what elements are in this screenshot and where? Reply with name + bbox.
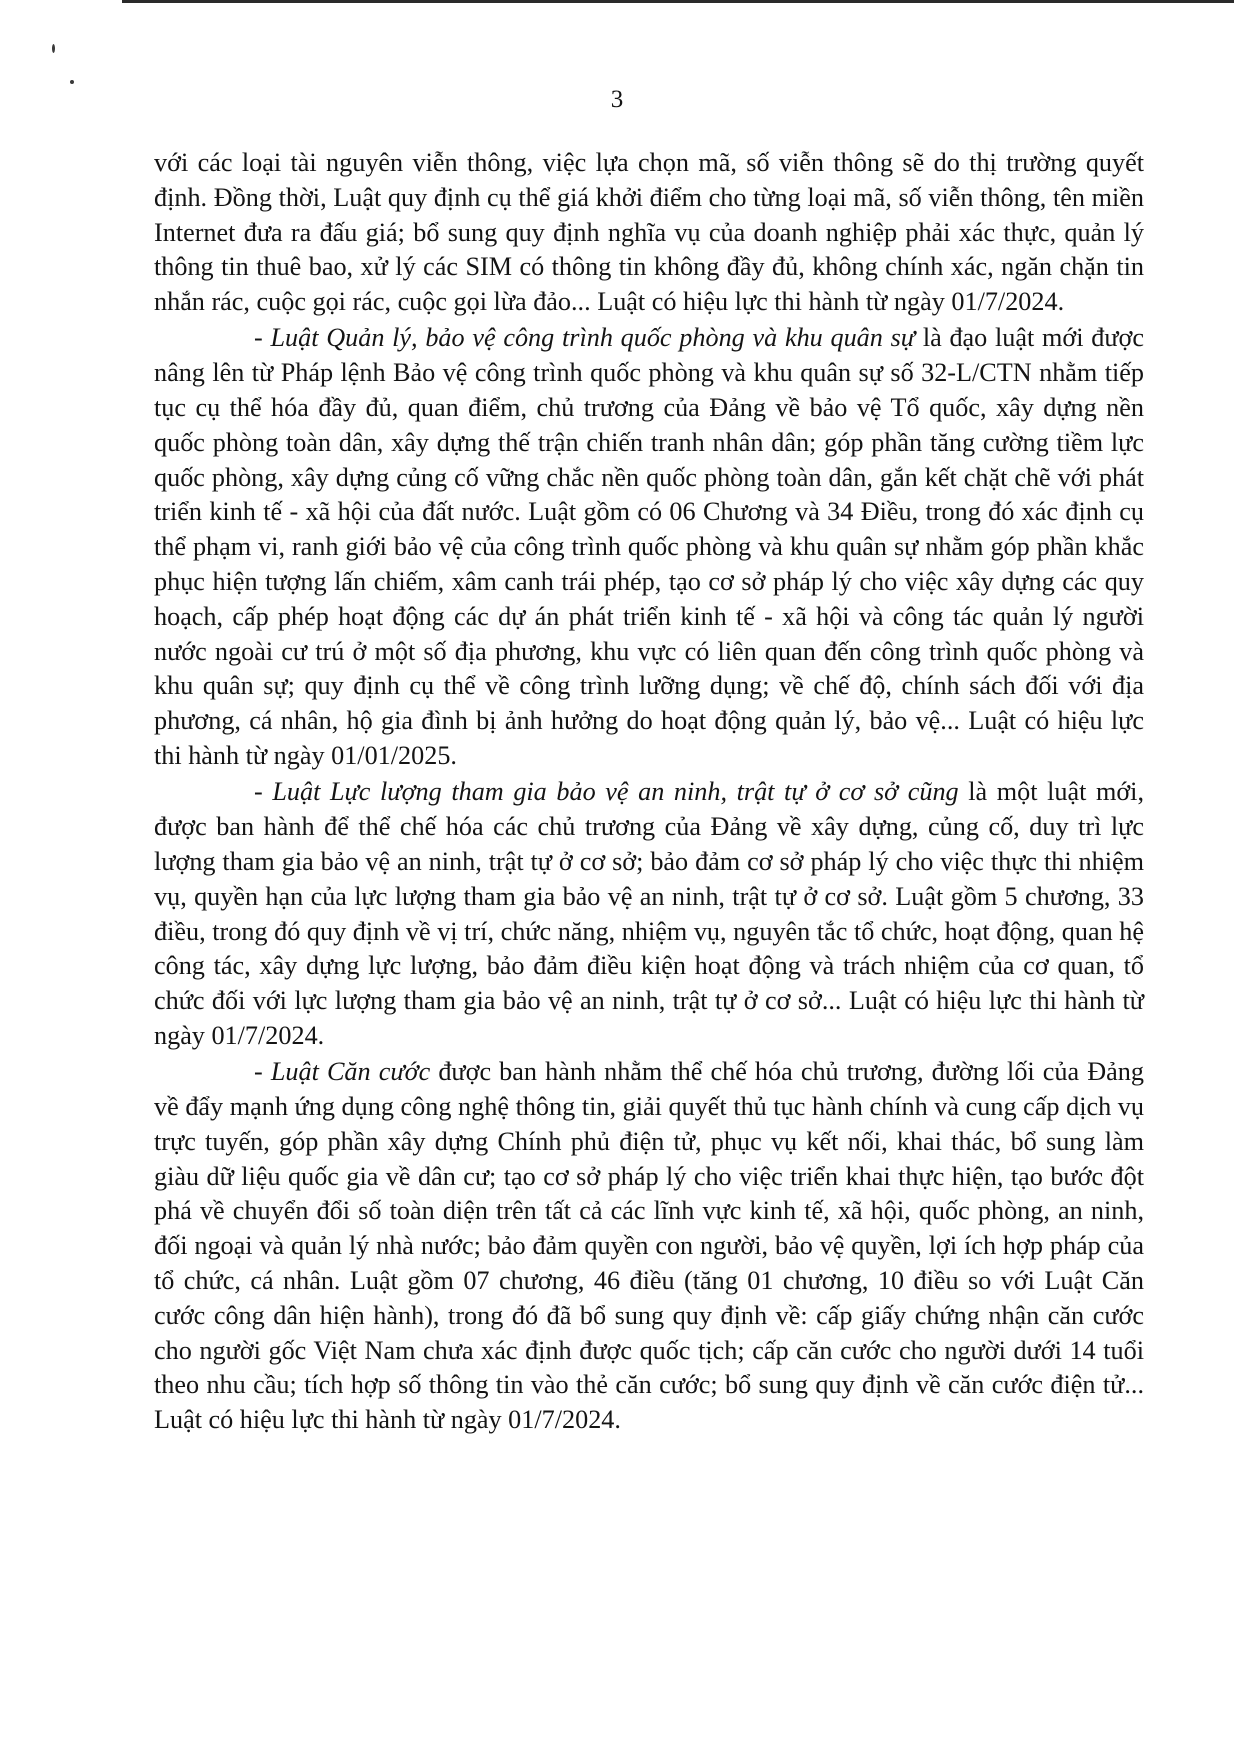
paragraph-law-grassroots-security bbox=[154, 775, 1144, 1053]
paragraph-law-identification bbox=[154, 1055, 1144, 1438]
law-title: - Luật Lực lượng tham gia bảo vệ an ninh, trật tự ở cơ sở cũng bbox=[254, 777, 959, 807]
paragraph-law-defense-works bbox=[154, 321, 1144, 773]
page-number: 3 bbox=[610, 86, 624, 113]
top-border-line bbox=[122, 0, 1234, 3]
paragraph-text: là một luật mới, được ban hành để thể chế hóa các chủ trương của Đảng về xây dựng, củng cố, duy trì lực lượng tham gia bảo vệ an ninh, trật tự ở cơ sở; bảo đảm cơ sở pháp lý cho việc thực thi nhiệm vụ, quyền hạn của lực lượng tham gia bảo vệ an ninh, trật tự ở cơ sở. Luật gồm 5 chương, 33 điều, trong đó quy định về vị trí, chức năng, nhiệm vụ, nguyên tắc tổ chức, hoạt động, quan hệ công tác, xây dựng lực lượng, bảo đảm điều kiện hoạt động và trách nhiệm của cơ quan, tổ chức đối với lực lượng tham gia bảo vệ an ninh, trật tự ở cơ sở... Luật có hiệu lực thi hành từ ngày 01/7/2024. bbox=[154, 777, 1145, 1050]
paragraph-text: được ban hành nhằm thể chế hóa chủ trương, đường lối của Đảng về đẩy mạnh ứng dụng công nghệ thông tin, giải quyết thủ tục hành chính và cung cấp dịch vụ trực tuyến, góp phần xây dựng Chính phủ điện tử, phục vụ kết nối, khai thác, bổ sung làm giàu dữ liệu quốc gia về dân cư; tạo cơ sở pháp lý cho việc triển khai thực hiện, tạo bước đột phá về chuyển đổi số toàn diện trên tất cả các lĩnh vực kinh tế, xã hội, quốc phòng, an ninh, đối ngoại và quản lý nhà nước; bảo đảm quyền con người, bảo vệ quyền, lợi ích hợp pháp của tổ chức, cá nhân. Luật gồm 07 chương, 46 điều (tăng 01 chương, 10 điều so với Luật Căn cước công dân hiện hành), trong đó đã bổ sung quy định về: cấp giấy chứng nhận căn cước cho người gốc Việt Nam chưa xác định được quốc tịch; cấp căn cước cho người dưới 14 tuổi theo nhu cầu; tích hợp số thông tin vào thẻ căn cước; bổ sung quy định về căn cước điện tử... Luật có hiệu lực thi hành từ ngày 01/7/2024. bbox=[154, 1057, 1144, 1435]
paragraph-text: với các loại tài nguyên viễn thông, việc lựa chọn mã, số viễn thông sẽ do thị trường quyết định. Đồng thời, Luật quy định cụ thể giá khởi điểm cho từng loại mã, số viễn thông, tên miền Internet đưa ra đấu giá; bổ sung quy định nghĩa vụ của doanh nghiệp phải xác thực, quản lý thông tin thuê bao, xử lý các SIM có thông tin không đầy đủ, không chính xác, ngăn chặn tin nhắn rác, cuộc gọi rác, cuộc gọi lừa đảo... Luật có hiệu lực thi hành từ ngày 01/7/2024. bbox=[154, 148, 1144, 317]
document-body bbox=[154, 146, 1144, 1439]
paragraph-text: là đạo luật mới được nâng lên từ Pháp lệnh Bảo vệ công trình quốc phòng và khu quân sự số 32-L/CTN nhằm tiếp tục cụ thể hóa đầy đủ, quan điểm, chủ trương của Đảng về bảo vệ Tổ quốc, xây dựng nền quốc phòng toàn dân, xây dựng thế trận chiến tranh nhân dân; góp phần tăng cường tiềm lực quốc phòng, xây dựng củng cố vững chắc nền quốc phòng toàn dân, gắn kết chặt chẽ với phát triển kinh tế - xã hội của đất nước. Luật gồm có 06 Chương và 34 Điều, trong đó xác định cụ thể phạm vi, ranh giới bảo vệ của công trình quốc phòng và khu quân sự nhằm góp phần khắc phục hiện tượng lấn chiếm, xâm canh trái phép, tạo cơ sở pháp lý cho việc xây dựng các quy hoạch, cấp phép hoạt động các dự án phát triển kinh tế - xã hội và công tác quản lý người nước ngoài cư trú ở một số địa phương, khu vực có liên quan đến công trình quốc phòng và khu quân sự; quy định cụ thể về công trình lưỡng dụng; về chế độ, chính sách đối với địa phương, cá nhân, hộ gia đình bị ảnh hưởng do hoạt động quản lý, bảo vệ... Luật có hiệu lực thi hành từ ngày 01/01/2025. bbox=[154, 323, 1145, 771]
paragraph-continuation bbox=[154, 146, 1144, 320]
law-title: - Luật Quản lý, bảo vệ công trình quốc phòng và khu quân sự bbox=[254, 323, 916, 353]
law-title: - Luật Căn cước bbox=[254, 1057, 431, 1087]
scan-speck bbox=[52, 44, 55, 53]
